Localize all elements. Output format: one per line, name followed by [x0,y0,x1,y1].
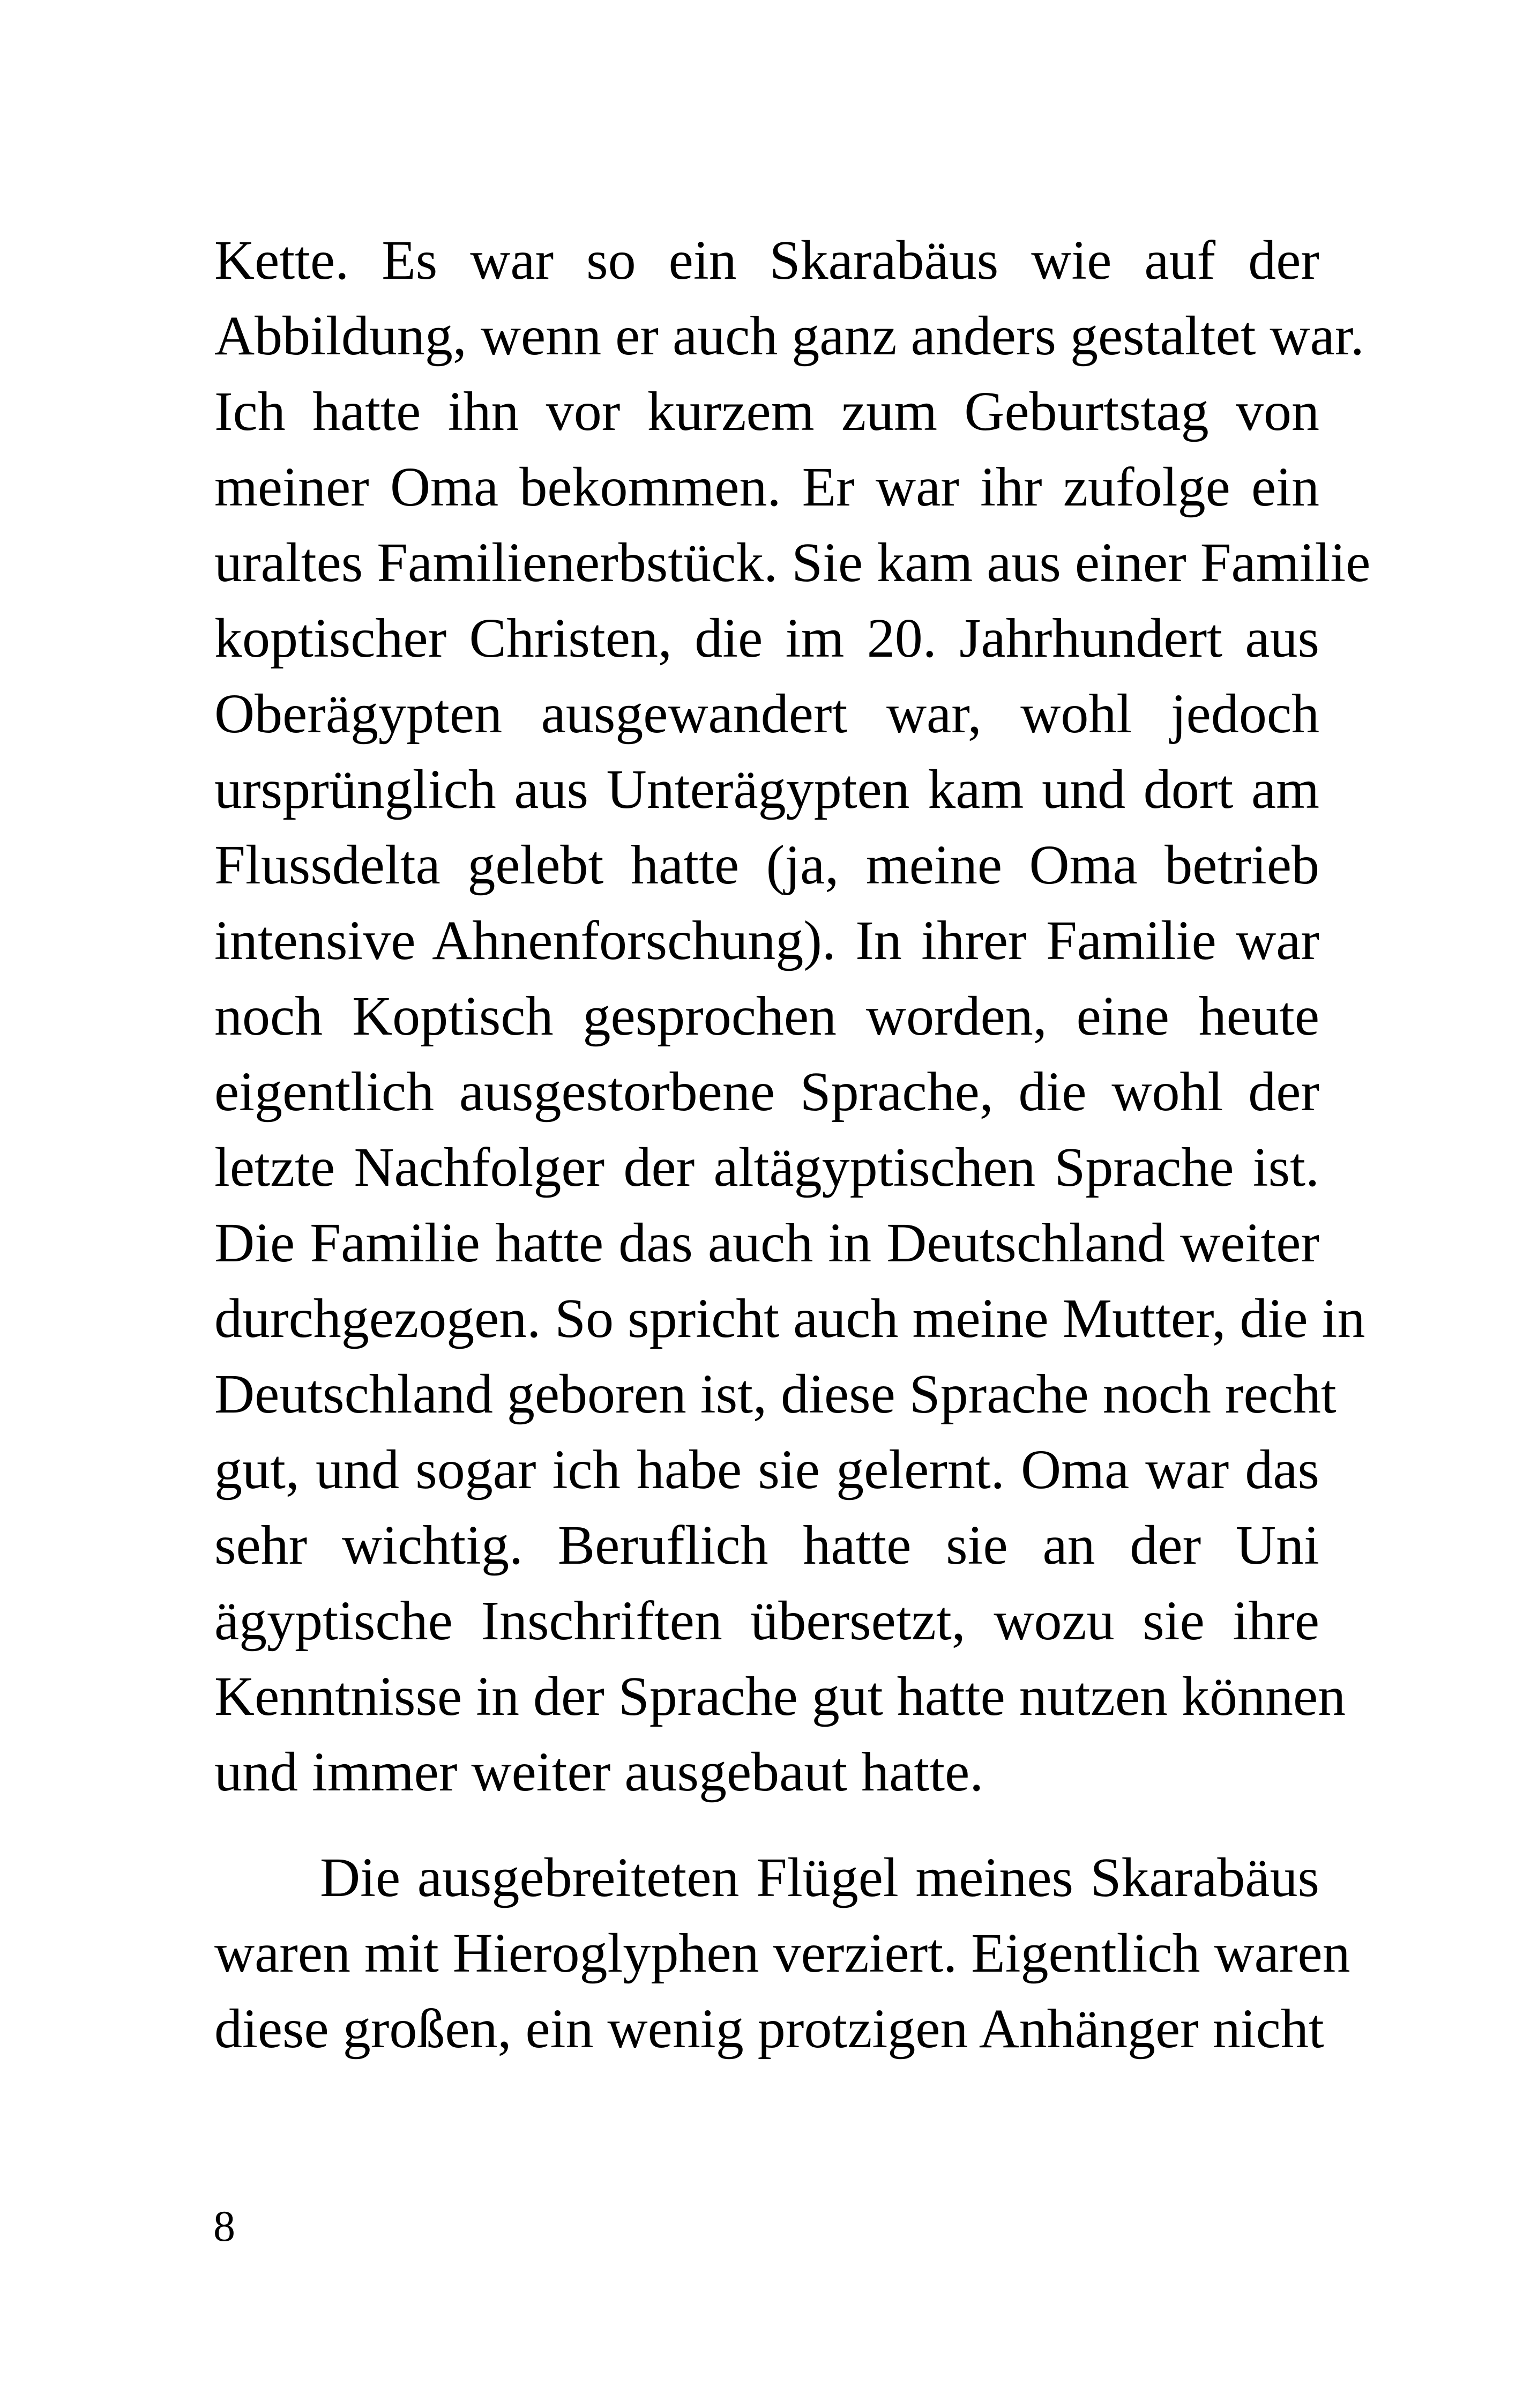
text-line: letzte Nachfolger der altägyptischen Sprache ist. [214,1136,1319,1198]
text-line: meiner Oma bekommen. Er war ihr zufolge ein [214,456,1319,518]
paragraph-1 [214,222,1371,1810]
text-line: waren mit Hieroglyphen verziert. Eigentlich waren [214,1922,1350,1984]
text-line: Deutschland geboren ist, diese Sprache noch recht [214,1363,1337,1425]
text-line: Abbildung, wenn er auch ganz anders gestaltet war. [214,305,1364,367]
text-line: Kenntnisse in der Sprache gut hatte nutzen können [214,1666,1346,1727]
text-line: Kette. Es war so ein Skarabäus wie auf der [214,229,1319,291]
page-number: 8 [213,2202,235,2250]
text-line: diese großen, ein wenig protzigen Anhänger nicht [214,1998,1324,2060]
text-line: eigentlich ausgestorbene Sprache, die wohl der [214,1061,1319,1123]
paragraph-2 [214,1840,1350,2067]
text-line: und immer weiter ausgebaut hatte. [214,1741,984,1803]
text-line: ägyptische Inschriften übersetzt, wozu sie ihre [214,1590,1319,1652]
text-line: durchgezogen. So spricht auch meine Mutter, die in [214,1288,1365,1349]
text-line: noch Koptisch gesprochen worden, eine heute [214,985,1319,1047]
text-line: uraltes Familienerbstück. Sie kam aus einer Familie [214,532,1371,593]
text-line: Die ausgebreiteten Flügel meines Skarabäus [320,1847,1319,1908]
text-line: koptischer Christen, die im 20. Jahrhundert aus [214,607,1319,669]
text-line: intensive Ahnenforschung). In ihrer Familie war [214,910,1319,971]
text-line: Flussdelta gelebt hatte (ja, meine Oma betrieb [214,834,1319,896]
text-line: gut, und sogar ich habe sie gelernt. Oma war das [214,1439,1319,1500]
text-line: sehr wichtig. Beruflich hatte sie an der Uni [214,1514,1319,1576]
text-line: ursprünglich aus Unterägypten kam und dort am [214,759,1319,820]
text-line: Ich hatte ihn vor kurzem zum Geburtstag von [214,381,1319,442]
body-text [214,222,1371,2067]
text-line: Oberägypten ausgewandert war, wohl jedoch [214,683,1319,745]
text-line: Die Familie hatte das auch in Deutschland weiter [214,1212,1319,1274]
